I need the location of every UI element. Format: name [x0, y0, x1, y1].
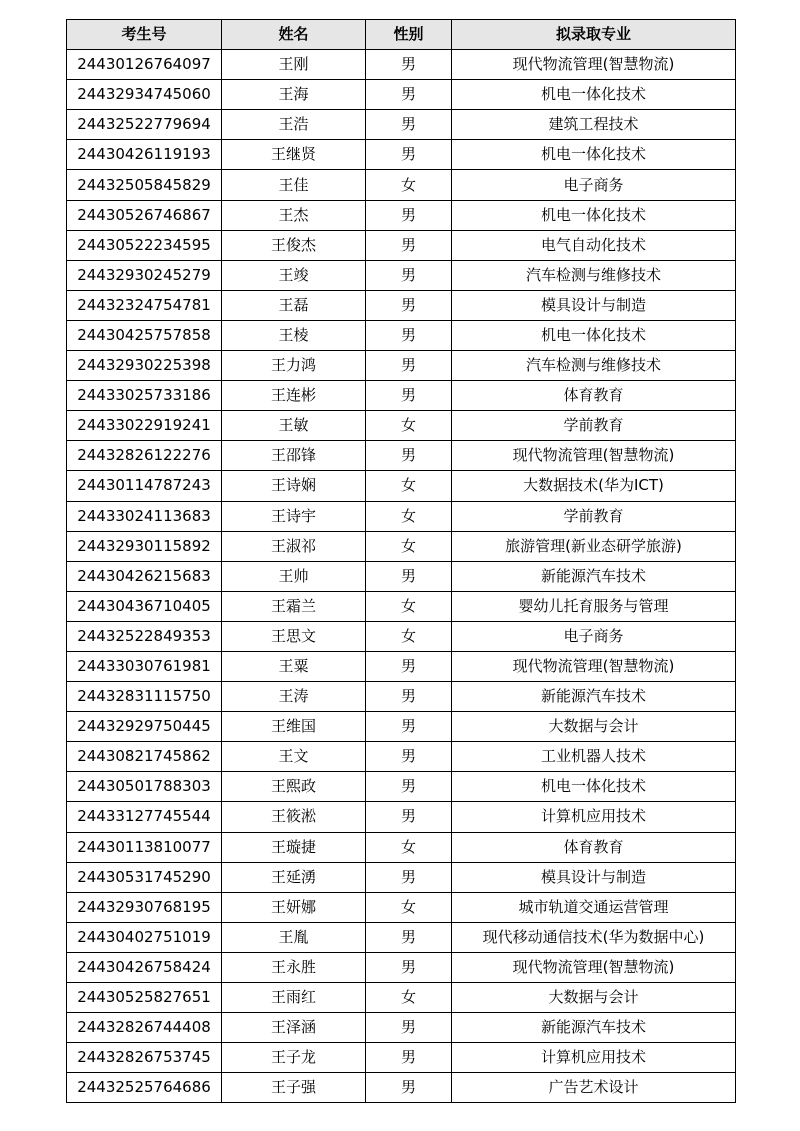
cell-sex: 男: [366, 742, 452, 772]
cell-major: 工业机器人技术: [452, 742, 736, 772]
cell-sex: 男: [366, 441, 452, 471]
cell-exam-id: 24432324754781: [67, 290, 222, 320]
table-row: [67, 501, 736, 531]
cell-sex: 男: [366, 351, 452, 381]
cell-name: 王永胜: [222, 952, 366, 982]
cell-exam-id: 24432826744408: [67, 1013, 222, 1043]
cell-major: 机电一体化技术: [452, 772, 736, 802]
table-row: [67, 290, 736, 320]
cell-exam-id: 24430426758424: [67, 952, 222, 982]
cell-exam-id: 24430114787243: [67, 471, 222, 501]
cell-name: 王延湧: [222, 862, 366, 892]
cell-major: 学前教育: [452, 411, 736, 441]
cell-exam-id: 24430526746867: [67, 200, 222, 230]
cell-major: 模具设计与制造: [452, 290, 736, 320]
cell-sex: 女: [366, 832, 452, 862]
header-row: [67, 20, 736, 50]
cell-major: 广告艺术设计: [452, 1073, 736, 1103]
cell-major: 新能源汽车技术: [452, 682, 736, 712]
cell-major: 现代物流管理(智慧物流): [452, 50, 736, 80]
cell-name: 王邵锋: [222, 441, 366, 471]
cell-sex: 男: [366, 140, 452, 170]
table-row: [67, 862, 736, 892]
cell-sex: 男: [366, 1073, 452, 1103]
cell-sex: 男: [366, 772, 452, 802]
table-row: [67, 320, 736, 350]
table-header: [67, 20, 736, 50]
table-row: [67, 983, 736, 1013]
cell-major: 体育教育: [452, 832, 736, 862]
cell-name: 王诗娴: [222, 471, 366, 501]
cell-exam-id: 24430436710405: [67, 591, 222, 621]
table-body: [67, 50, 736, 1103]
cell-name: 王棱: [222, 320, 366, 350]
table-row: [67, 772, 736, 802]
cell-exam-id: 24430426119193: [67, 140, 222, 170]
cell-name: 王俊杰: [222, 230, 366, 260]
cell-exam-id: 24430531745290: [67, 862, 222, 892]
cell-exam-id: 24432930245279: [67, 260, 222, 290]
table-row: [67, 922, 736, 952]
cell-sex: 女: [366, 501, 452, 531]
table-row: [67, 140, 736, 170]
cell-exam-id: 24432525764686: [67, 1073, 222, 1103]
table-row: [67, 441, 736, 471]
cell-major: 机电一体化技术: [452, 200, 736, 230]
cell-sex: 女: [366, 170, 452, 200]
cell-sex: 女: [366, 983, 452, 1013]
cell-name: 王佳: [222, 170, 366, 200]
cell-major: 电子商务: [452, 170, 736, 200]
cell-name: 王璇捷: [222, 832, 366, 862]
cell-major: 汽车检测与维修技术: [452, 260, 736, 290]
cell-sex: 男: [366, 712, 452, 742]
cell-exam-id: 24433024113683: [67, 501, 222, 531]
cell-exam-id: 24432930768195: [67, 892, 222, 922]
cell-name: 王雨红: [222, 983, 366, 1013]
cell-name: 王帅: [222, 561, 366, 591]
cell-major: 机电一体化技术: [452, 140, 736, 170]
table-row: [67, 1073, 736, 1103]
cell-major: 现代物流管理(智慧物流): [452, 952, 736, 982]
cell-major: 婴幼儿托育服务与管理: [452, 591, 736, 621]
cell-exam-id: 24430821745862: [67, 742, 222, 772]
table-row: [67, 802, 736, 832]
cell-sex: 男: [366, 260, 452, 290]
cell-major: 计算机应用技术: [452, 1043, 736, 1073]
cell-name: 王泽涵: [222, 1013, 366, 1043]
cell-exam-id: 24433030761981: [67, 651, 222, 681]
table-row: [67, 892, 736, 922]
cell-sex: 男: [366, 1043, 452, 1073]
cell-sex: 男: [366, 290, 452, 320]
cell-name: 王连彬: [222, 381, 366, 411]
cell-exam-id: 24432831115750: [67, 682, 222, 712]
cell-exam-id: 24432930115892: [67, 531, 222, 561]
cell-name: 王继贤: [222, 140, 366, 170]
table-row: [67, 1013, 736, 1043]
table-row: [67, 682, 736, 712]
table-row: [67, 621, 736, 651]
header-major: 拟录取专业: [452, 20, 736, 50]
cell-sex: 女: [366, 591, 452, 621]
cell-major: 旅游管理(新业态研学旅游): [452, 531, 736, 561]
cell-exam-id: 24430525827651: [67, 983, 222, 1013]
cell-major: 城市轨道交通运营管理: [452, 892, 736, 922]
cell-name: 王刚: [222, 50, 366, 80]
cell-name: 王涛: [222, 682, 366, 712]
cell-exam-id: 24432930225398: [67, 351, 222, 381]
admission-table: [66, 19, 736, 1103]
table-row: [67, 50, 736, 80]
table-row: [67, 712, 736, 742]
cell-exam-id: 24433127745544: [67, 802, 222, 832]
cell-exam-id: 24432929750445: [67, 712, 222, 742]
cell-exam-id: 24432934745060: [67, 80, 222, 110]
table-row: [67, 200, 736, 230]
cell-name: 王文: [222, 742, 366, 772]
cell-major: 现代物流管理(智慧物流): [452, 441, 736, 471]
cell-exam-id: 24432505845829: [67, 170, 222, 200]
cell-name: 王子龙: [222, 1043, 366, 1073]
cell-sex: 男: [366, 320, 452, 350]
cell-name: 王敏: [222, 411, 366, 441]
cell-name: 王海: [222, 80, 366, 110]
cell-major: 电气自动化技术: [452, 230, 736, 260]
table-row: [67, 170, 736, 200]
table-row: [67, 381, 736, 411]
cell-name: 王淑祁: [222, 531, 366, 561]
cell-sex: 女: [366, 531, 452, 561]
cell-name: 王筱淞: [222, 802, 366, 832]
cell-name: 王诗宇: [222, 501, 366, 531]
cell-name: 王子强: [222, 1073, 366, 1103]
cell-sex: 男: [366, 922, 452, 952]
cell-major: 大数据技术(华为ICT): [452, 471, 736, 501]
cell-sex: 男: [366, 1013, 452, 1043]
table-row: [67, 260, 736, 290]
cell-major: 机电一体化技术: [452, 80, 736, 110]
cell-sex: 男: [366, 561, 452, 591]
cell-name: 王维国: [222, 712, 366, 742]
cell-exam-id: 24432522779694: [67, 110, 222, 140]
cell-major: 大数据与会计: [452, 983, 736, 1013]
cell-major: 模具设计与制造: [452, 862, 736, 892]
cell-exam-id: 24430425757858: [67, 320, 222, 350]
cell-name: 王霜兰: [222, 591, 366, 621]
table-row: [67, 351, 736, 381]
cell-exam-id: 24430426215683: [67, 561, 222, 591]
table-row: [67, 832, 736, 862]
cell-exam-id: 24430501788303: [67, 772, 222, 802]
cell-major: 学前教育: [452, 501, 736, 531]
cell-major: 汽车检测与维修技术: [452, 351, 736, 381]
cell-name: 王竣: [222, 260, 366, 290]
table-row: [67, 561, 736, 591]
cell-major: 现代移动通信技术(华为数据中心): [452, 922, 736, 952]
cell-major: 体育教育: [452, 381, 736, 411]
cell-major: 机电一体化技术: [452, 320, 736, 350]
table-row: [67, 411, 736, 441]
cell-name: 王妍娜: [222, 892, 366, 922]
cell-sex: 女: [366, 621, 452, 651]
header-exam-id: 考生号: [67, 20, 222, 50]
cell-name: 王浩: [222, 110, 366, 140]
cell-sex: 男: [366, 802, 452, 832]
cell-name: 王思文: [222, 621, 366, 651]
cell-major: 新能源汽车技术: [452, 561, 736, 591]
cell-sex: 男: [366, 230, 452, 260]
cell-exam-id: 24430126764097: [67, 50, 222, 80]
table-row: [67, 531, 736, 561]
cell-exam-id: 24433025733186: [67, 381, 222, 411]
cell-sex: 男: [366, 381, 452, 411]
cell-sex: 男: [366, 862, 452, 892]
cell-sex: 女: [366, 892, 452, 922]
cell-exam-id: 24433022919241: [67, 411, 222, 441]
table-row: [67, 230, 736, 260]
table-row: [67, 742, 736, 772]
table-row: [67, 952, 736, 982]
cell-exam-id: 24432826122276: [67, 441, 222, 471]
table-row: [67, 591, 736, 621]
cell-exam-id: 24430113810077: [67, 832, 222, 862]
table-row: [67, 471, 736, 501]
cell-name: 王胤: [222, 922, 366, 952]
table-row: [67, 1043, 736, 1073]
cell-sex: 男: [366, 80, 452, 110]
cell-exam-id: 24430402751019: [67, 922, 222, 952]
header-sex: 性别: [366, 20, 452, 50]
cell-major: 新能源汽车技术: [452, 1013, 736, 1043]
cell-sex: 男: [366, 50, 452, 80]
cell-sex: 男: [366, 952, 452, 982]
cell-sex: 男: [366, 682, 452, 712]
cell-name: 王杰: [222, 200, 366, 230]
table-row: [67, 80, 736, 110]
cell-major: 现代物流管理(智慧物流): [452, 651, 736, 681]
cell-name: 王力鸿: [222, 351, 366, 381]
table-row: [67, 651, 736, 681]
header-name: 姓名: [222, 20, 366, 50]
cell-sex: 女: [366, 411, 452, 441]
cell-sex: 男: [366, 110, 452, 140]
cell-name: 王粟: [222, 651, 366, 681]
cell-exam-id: 24430522234595: [67, 230, 222, 260]
cell-name: 王熙政: [222, 772, 366, 802]
cell-name: 王磊: [222, 290, 366, 320]
cell-major: 大数据与会计: [452, 712, 736, 742]
cell-sex: 女: [366, 471, 452, 501]
cell-major: 计算机应用技术: [452, 802, 736, 832]
cell-major: 电子商务: [452, 621, 736, 651]
cell-sex: 男: [366, 200, 452, 230]
cell-major: 建筑工程技术: [452, 110, 736, 140]
cell-exam-id: 24432826753745: [67, 1043, 222, 1073]
cell-sex: 男: [366, 651, 452, 681]
cell-exam-id: 24432522849353: [67, 621, 222, 651]
table-row: [67, 110, 736, 140]
